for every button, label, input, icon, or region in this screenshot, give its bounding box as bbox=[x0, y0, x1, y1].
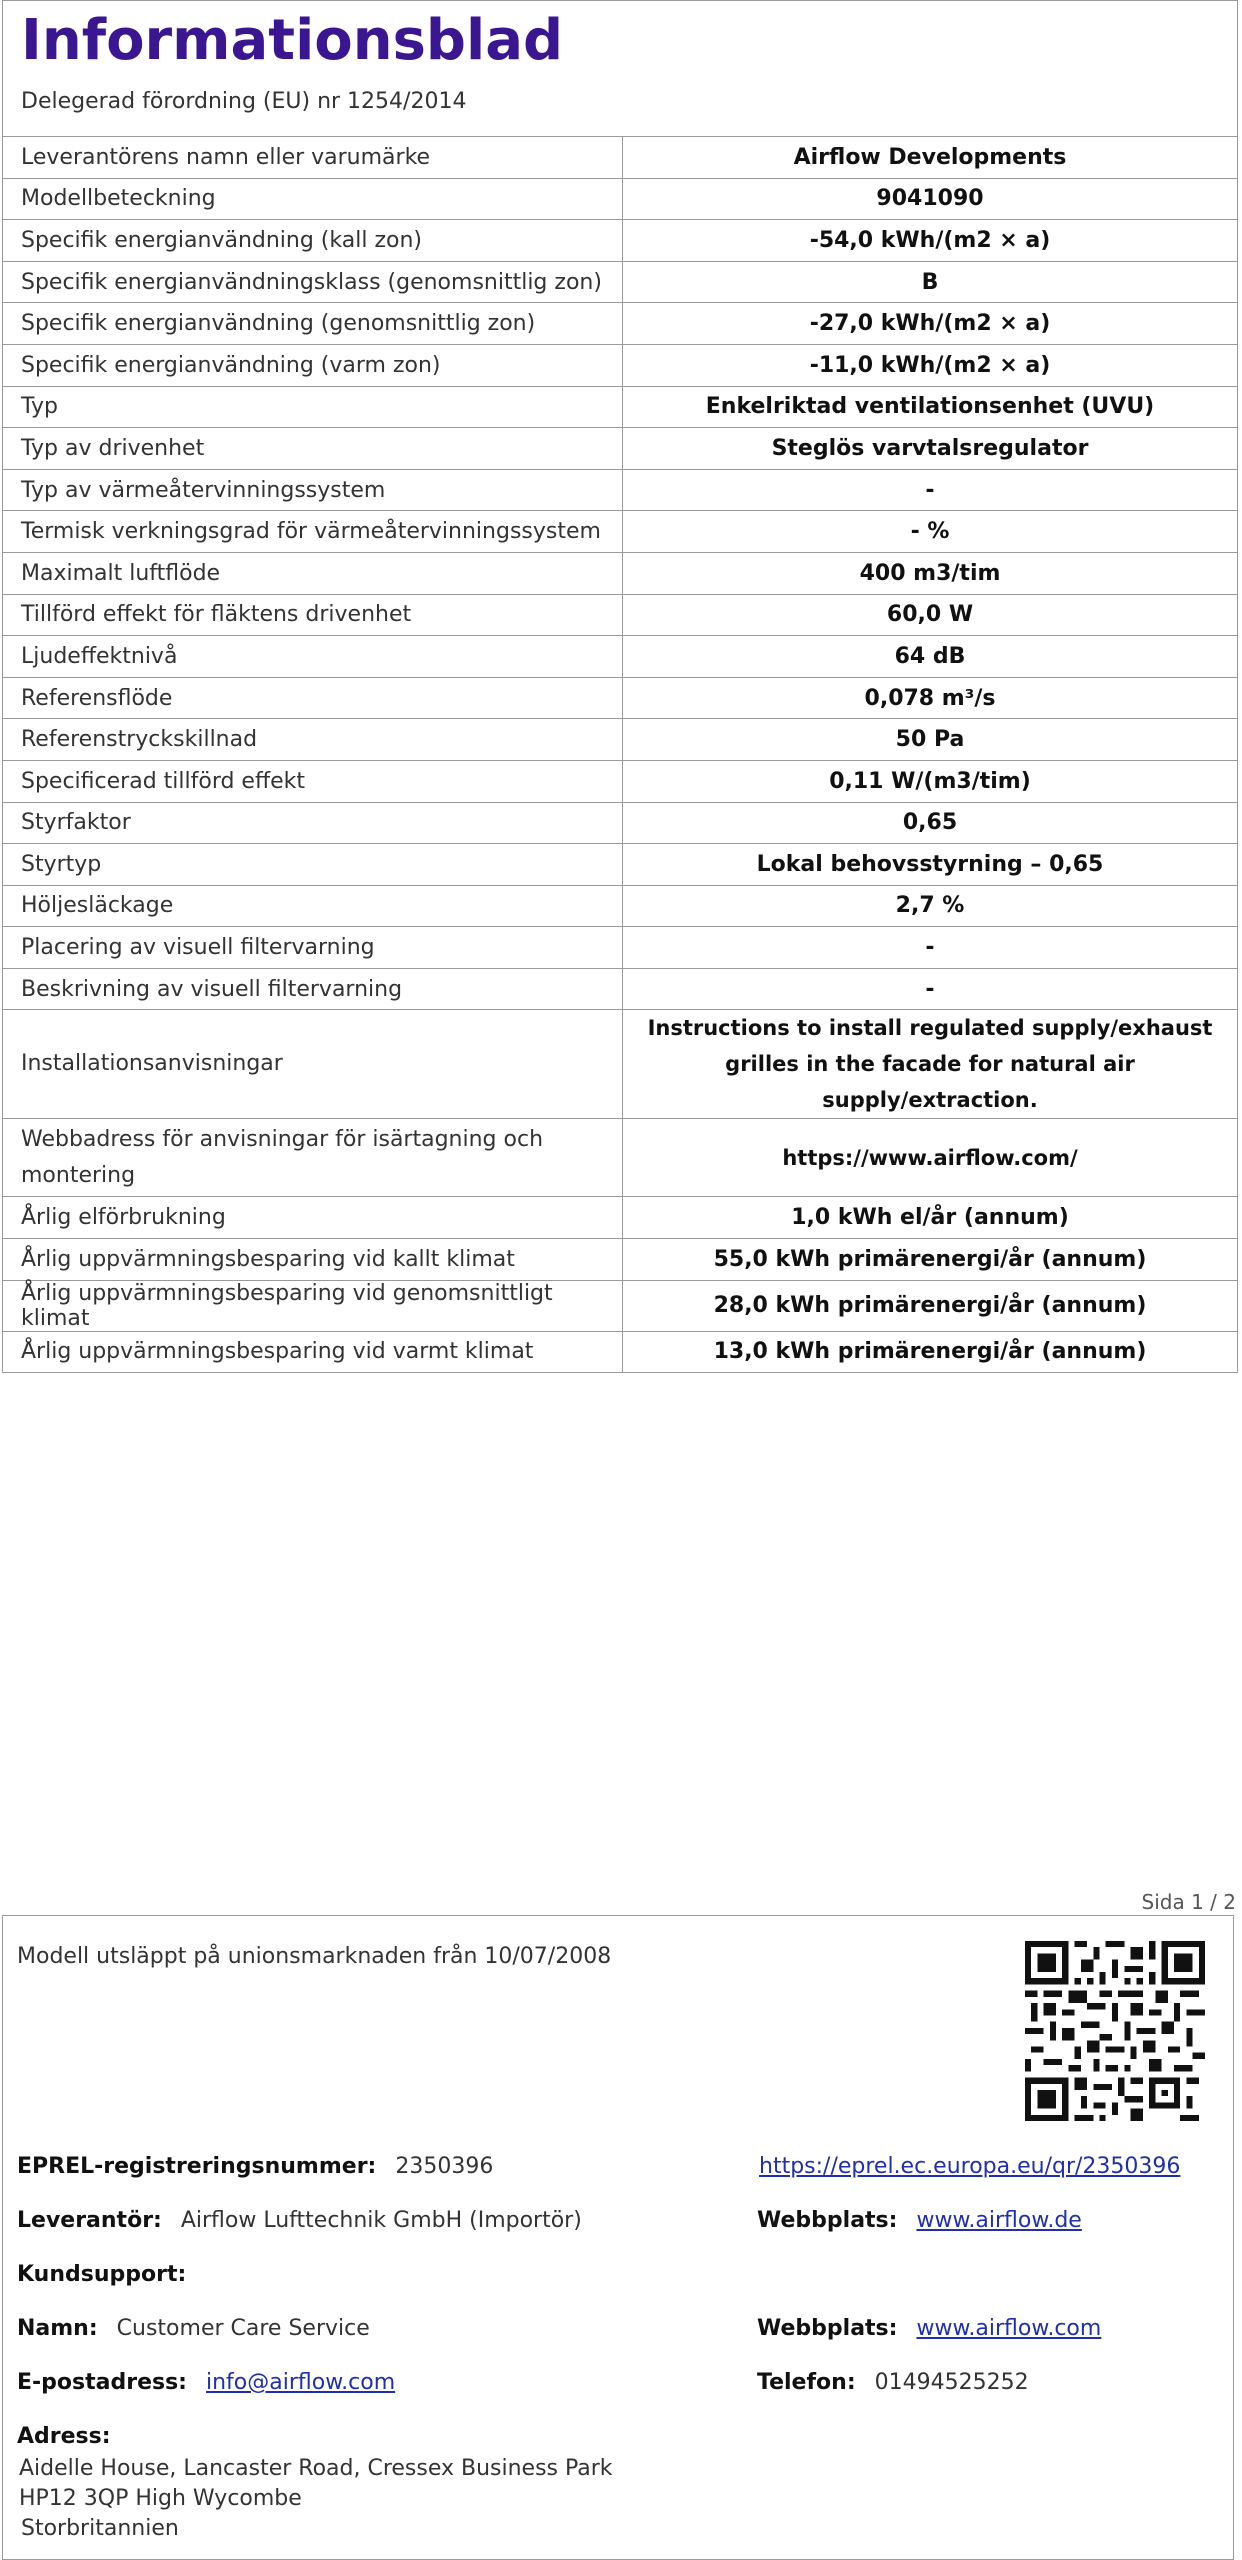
row-value: 400 m3/tim bbox=[623, 552, 1238, 594]
website-label: Webbplats: bbox=[757, 2208, 898, 2233]
row-label: Årlig uppvärmningsbesparing vid genomsnittligt klimat bbox=[3, 1280, 623, 1331]
address-label-wrap bbox=[17, 2424, 111, 2449]
row-value: -11,0 kWh/(m2 × a) bbox=[623, 344, 1238, 386]
row-value: Steglös varvtalsregulator bbox=[623, 428, 1238, 470]
row-value: 0,11 W/(m3/tim) bbox=[623, 760, 1238, 802]
table-row bbox=[3, 844, 1238, 886]
row-value: 0,65 bbox=[623, 802, 1238, 844]
table-row bbox=[3, 220, 1238, 262]
row-value: 28,0 kWh primärenergi/år (annum) bbox=[623, 1280, 1238, 1331]
row-label: Specifik energianvändning (kall zon) bbox=[3, 220, 623, 262]
website-de bbox=[757, 2208, 1082, 2233]
row-label: Placering av visuell filtervarning bbox=[3, 927, 623, 969]
table-row bbox=[3, 386, 1238, 428]
website-label: Webbplats: bbox=[757, 2316, 898, 2341]
row-label: Specificerad tillförd effekt bbox=[3, 760, 623, 802]
footer-panel bbox=[2, 1915, 1234, 2560]
table-row bbox=[3, 261, 1238, 303]
table-row bbox=[3, 137, 1238, 179]
row-label: Tillförd effekt för fläktens drivenhet bbox=[3, 594, 623, 636]
email-label: E-postadress: bbox=[17, 2370, 187, 2395]
address-line-2: HP12 3QP High Wycombe bbox=[19, 2486, 302, 2511]
eprel-link[interactable]: https://eprel.ec.europa.eu/qr/2350396 bbox=[759, 2154, 1181, 2179]
table-row bbox=[3, 1119, 1238, 1197]
website-de-link[interactable]: www.airflow.de bbox=[916, 2208, 1082, 2233]
row-value: 50 Pa bbox=[623, 719, 1238, 761]
phone-number: 01494525252 bbox=[874, 2370, 1029, 2395]
page-number: Sida 1 / 2 bbox=[1141, 1890, 1236, 1914]
row-label: Höljesläckage bbox=[3, 885, 623, 927]
website-com bbox=[757, 2316, 1101, 2341]
table-row bbox=[3, 1010, 1238, 1119]
row-value: -27,0 kWh/(m2 × a) bbox=[623, 303, 1238, 345]
contact-name-value: Customer Care Service bbox=[116, 2316, 370, 2341]
row-label: Typ av värmeåtervinningssystem bbox=[3, 469, 623, 511]
row-label: Typ av drivenhet bbox=[3, 428, 623, 470]
row-value: B bbox=[623, 261, 1238, 303]
table-row bbox=[3, 719, 1238, 761]
table-row bbox=[3, 1239, 1238, 1281]
address-line-1: Aidelle House, Lancaster Road, Cressex Business Park bbox=[19, 2456, 613, 2481]
row-label: Referensflöde bbox=[3, 677, 623, 719]
table-row bbox=[3, 428, 1238, 470]
market-date-text: Modell utsläppt på unionsmarknaden från 10/07/2008 bbox=[17, 1944, 612, 1969]
row-value: 13,0 kWh primärenergi/år (annum) bbox=[623, 1331, 1238, 1373]
table-row bbox=[3, 760, 1238, 802]
phone bbox=[757, 2370, 1029, 2395]
row-value: - bbox=[623, 469, 1238, 511]
row-label: Specifik energianvändning (varm zon) bbox=[3, 344, 623, 386]
row-label: Referenstryckskillnad bbox=[3, 719, 623, 761]
row-value: 64 dB bbox=[623, 636, 1238, 678]
table-row bbox=[3, 303, 1238, 345]
row-value: 0,078 m³/s bbox=[623, 677, 1238, 719]
table-row bbox=[3, 927, 1238, 969]
address-line-3: Storbritannien bbox=[21, 2516, 179, 2541]
row-value: https://www.airflow.com/ bbox=[623, 1119, 1238, 1197]
table-row bbox=[3, 802, 1238, 844]
row-value: Instructions to install regulated supply/exhaust grilles in the facade for natural air supply/extraction. bbox=[623, 1010, 1238, 1119]
row-value: 9041090 bbox=[623, 178, 1238, 220]
row-label: Modellbeteckning bbox=[3, 178, 623, 220]
row-label: Årlig uppvärmningsbesparing vid varmt klimat bbox=[3, 1331, 623, 1373]
row-value: 60,0 W bbox=[623, 594, 1238, 636]
phone-label: Telefon: bbox=[757, 2370, 856, 2395]
eprel-number: 2350396 bbox=[395, 2154, 494, 2179]
table-row bbox=[3, 469, 1238, 511]
row-label: Årlig elförbrukning bbox=[3, 1197, 623, 1239]
row-value: - % bbox=[623, 511, 1238, 553]
row-value: Lokal behovsstyrning – 0,65 bbox=[623, 844, 1238, 886]
email bbox=[17, 2370, 395, 2395]
qr-code-icon[interactable] bbox=[1025, 1941, 1205, 2121]
page-title: Informationsblad bbox=[21, 8, 564, 73]
supplier bbox=[17, 2208, 582, 2233]
regulation-subtitle: Delegerad förordning (EU) nr 1254/2014 bbox=[21, 89, 467, 114]
row-label: Beskrivning av visuell filtervarning bbox=[3, 968, 623, 1010]
row-label: Leverantörens namn eller varumärke bbox=[3, 137, 623, 179]
table-row bbox=[3, 511, 1238, 553]
table-row bbox=[3, 1280, 1238, 1331]
row-value: Enkelriktad ventilationsenhet (UVU) bbox=[623, 386, 1238, 428]
table-row bbox=[3, 178, 1238, 220]
row-label: Årlig uppvärmningsbesparing vid kallt klimat bbox=[3, 1239, 623, 1281]
row-label: Styrtyp bbox=[3, 844, 623, 886]
table-row bbox=[3, 968, 1238, 1010]
customer-support-heading bbox=[17, 2262, 186, 2287]
row-value: 55,0 kWh primärenergi/år (annum) bbox=[623, 1239, 1238, 1281]
spec-table bbox=[2, 136, 1238, 1373]
website-com-link[interactable]: www.airflow.com bbox=[916, 2316, 1102, 2341]
table-row bbox=[3, 885, 1238, 927]
table-row bbox=[3, 344, 1238, 386]
eprel-label: EPREL-registreringsnummer: bbox=[17, 2154, 377, 2179]
support-label: Kundsupport: bbox=[17, 2262, 187, 2287]
row-value: -54,0 kWh/(m2 × a) bbox=[623, 220, 1238, 262]
row-label: Ljudeffektnivå bbox=[3, 636, 623, 678]
table-row bbox=[3, 594, 1238, 636]
row-label: Webbadress för anvisningar för isärtagning och montering bbox=[3, 1119, 623, 1197]
supplier-label: Leverantör: bbox=[17, 2208, 162, 2233]
row-label: Termisk verkningsgrad för värmeåtervinningssystem bbox=[3, 511, 623, 553]
row-label: Installationsanvisningar bbox=[3, 1010, 623, 1119]
row-value: 1,0 kWh el/år (annum) bbox=[623, 1197, 1238, 1239]
table-row bbox=[3, 636, 1238, 678]
row-value: 2,7 % bbox=[623, 885, 1238, 927]
row-label: Maximalt luftflöde bbox=[3, 552, 623, 594]
row-value: Airflow Developments bbox=[623, 137, 1238, 179]
row-label: Styrfaktor bbox=[3, 802, 623, 844]
name-label: Namn: bbox=[17, 2316, 98, 2341]
address-label: Adress: bbox=[17, 2424, 111, 2449]
row-value: - bbox=[623, 968, 1238, 1010]
table-row bbox=[3, 1197, 1238, 1239]
row-label: Specifik energianvändningsklass (genomsnittlig zon) bbox=[3, 261, 623, 303]
eprel-link-wrap bbox=[759, 2154, 1180, 2179]
row-value: - bbox=[623, 927, 1238, 969]
email-link[interactable]: info@airflow.com bbox=[205, 2370, 396, 2395]
table-row bbox=[3, 677, 1238, 719]
contact-name bbox=[17, 2316, 370, 2341]
table-row bbox=[3, 1331, 1238, 1373]
row-label: Typ bbox=[3, 386, 623, 428]
supplier-name: Airflow Lufttechnik GmbH (Importör) bbox=[180, 2208, 582, 2233]
eprel-registration bbox=[17, 2154, 493, 2179]
table-row bbox=[3, 552, 1238, 594]
row-label: Specifik energianvändning (genomsnittlig zon) bbox=[3, 303, 623, 345]
